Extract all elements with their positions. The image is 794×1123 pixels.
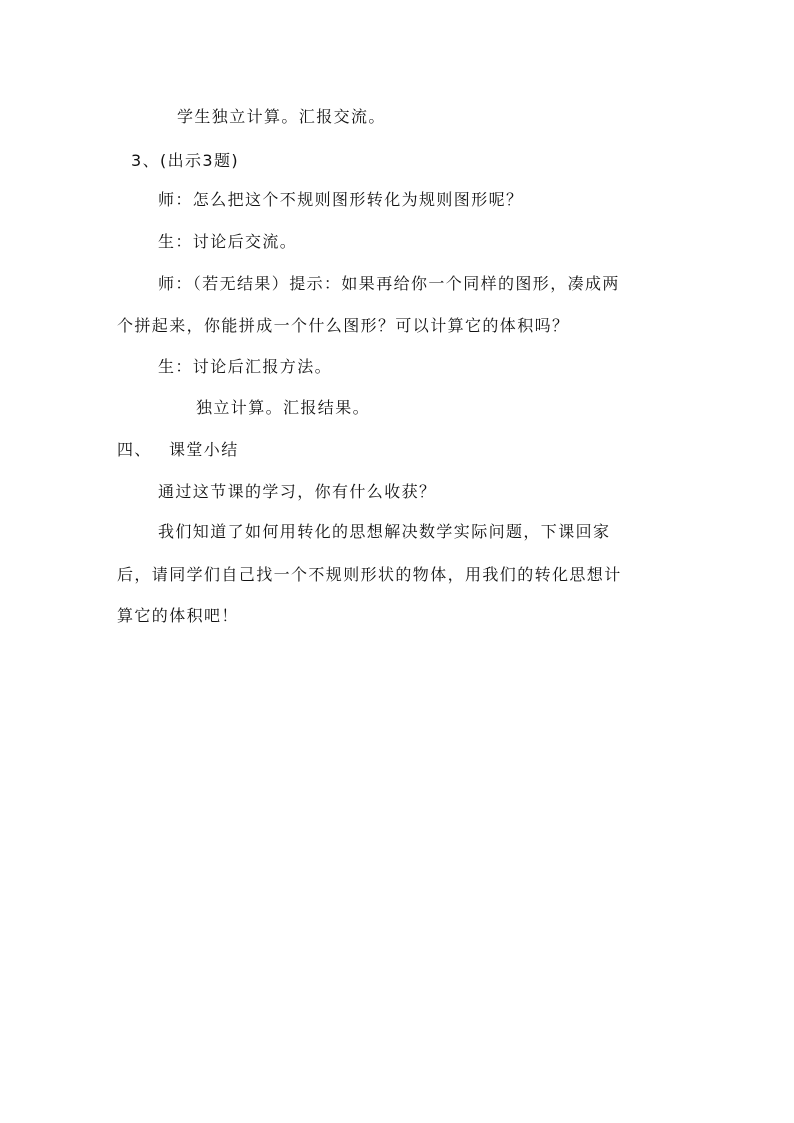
item-3-heading: 3、(出示3题) (131, 151, 240, 170)
teacher-hint-line-1: 师：（若无结果）提示：如果再给你一个同样的图形，凑成两 (158, 274, 620, 293)
teacher-hint-line-2: 个拼起来，你能拼成一个什么图形？可以计算它的体积吗？ (117, 316, 570, 335)
student-calculate-line: 学生独立计算。汇报交流。 (177, 107, 386, 126)
student-discuss-line: 生：讨论后交流。 (158, 232, 298, 251)
section-4-heading (117, 439, 239, 461)
teacher-question-line: 师：怎么把这个不规则图形转化为规则图形呢？ (158, 190, 524, 209)
summary-paragraph-line-3: 算它的体积吧！ (117, 606, 239, 625)
student-report-line: 生：讨论后汇报方法。 (158, 357, 333, 376)
summary-question-line: 通过这节课的学习，你有什么收获？ (158, 482, 437, 501)
section-4-number: 四、 (117, 440, 152, 459)
summary-paragraph-line-2: 后，请同学们自己找一个不规则形状的物体，用我们的转化思想计 (117, 565, 622, 584)
summary-paragraph-line-1: 我们知道了如何用转化的思想解决数学实际问题，下课回家 (158, 522, 611, 541)
independent-calc-line: 独立计算。汇报结果。 (196, 398, 371, 417)
section-4-title: 课堂小结 (169, 440, 239, 459)
